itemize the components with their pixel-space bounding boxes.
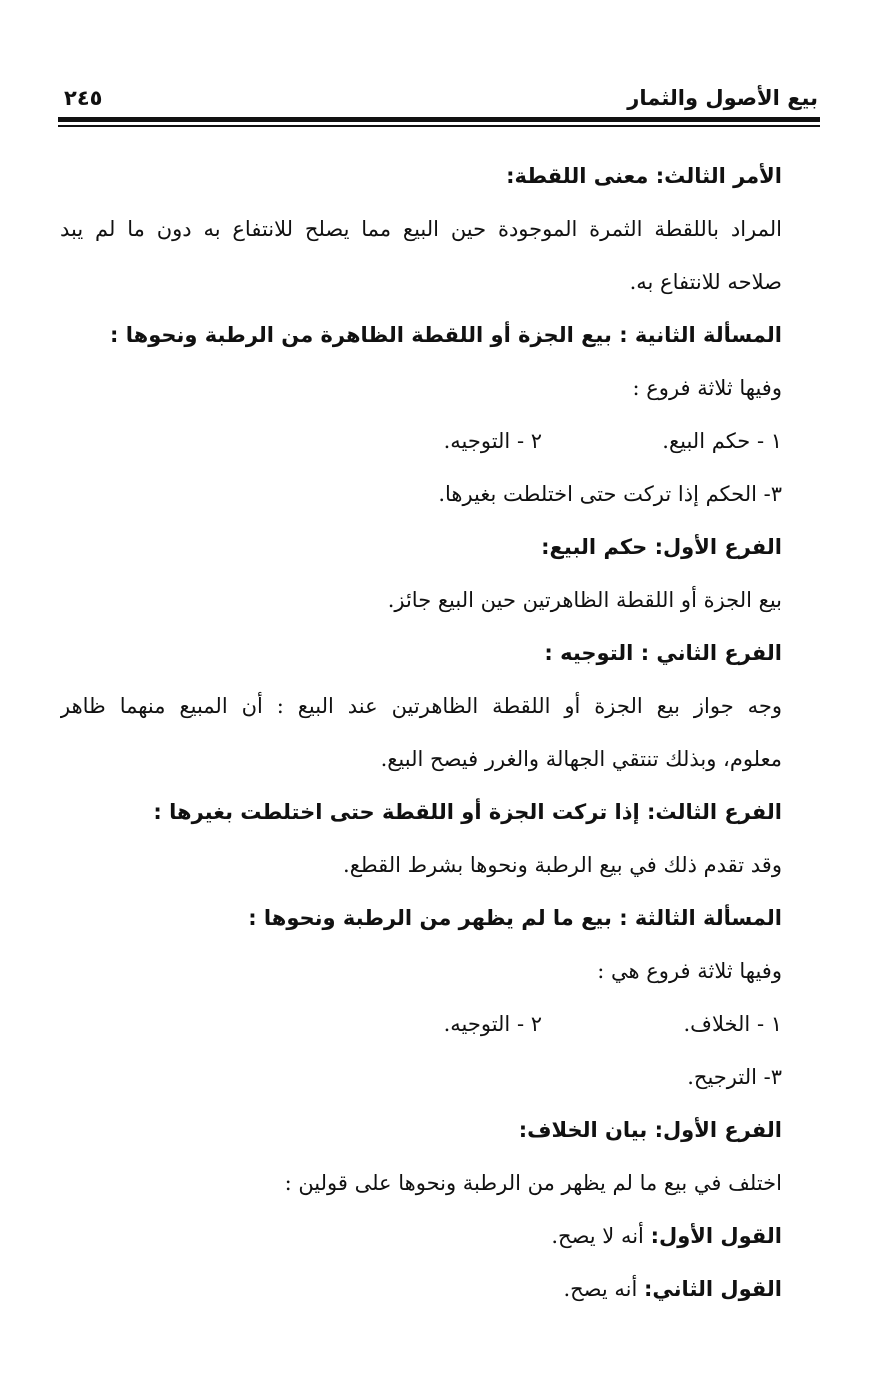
heading-third-branch: الفرع الثالث: إذا تركت الجزة أو اللقطة حتى اختلطت بغيرها : [153, 800, 782, 824]
list-item: ٣- الترجيح. [687, 1065, 782, 1089]
paragraph-line: وفيها ثلاثة فروع هي : [597, 959, 782, 983]
paragraph-line: معلوم، وبذلك تنتقي الجهالة والغرر فيصح البيع. [380, 747, 782, 771]
list-item: ٣- الحكم إذا تركت حتى اختلطت بغيرها. [438, 482, 782, 506]
paragraph-line: وجه جواز بيع الجزة أو اللقطة الظاهرتين عند البيع : أن المبيع منهما ظاهر [60, 694, 782, 718]
list-item: ١ - حكم البيع. [662, 429, 782, 453]
page-number: ٢٤٥ [64, 86, 103, 110]
heading-second-issue: المسألة الثانية : بيع الجزة أو اللقطة الظاهرة من الرطبة ونحوها : [110, 323, 782, 347]
paragraph-line: وقد تقدم ذلك في بيع الرطبة ونحوها بشرط القطع. [343, 853, 782, 877]
opinion-label: القول الأول: [650, 1224, 782, 1248]
list-row [60, 998, 782, 1051]
running-header [58, 82, 818, 114]
paragraph-line: وفيها ثلاثة فروع : [632, 376, 782, 400]
heading-first-branch-dispute: الفرع الأول: بيان الخلاف: [518, 1118, 782, 1142]
heading-third-issue: المسألة الثالثة : بيع ما لم يظهر من الرطبة ونحوها : [248, 906, 782, 930]
opinion-label: القول الثاني: [644, 1277, 782, 1301]
paragraph-line: بيع الجزة أو اللقطة الظاهرتين حين البيع جائز. [387, 588, 782, 612]
paragraph-line: المراد باللقطة الثمرة الموجودة حين البيع مما يصلح للانتفاع به دون ما لم يبد [60, 217, 782, 241]
page-body [60, 150, 782, 1316]
opinion-text: أنه لا يصح. [551, 1224, 644, 1248]
list-item: ٢ - التوجيه. [443, 429, 542, 453]
heading-first-branch: الفرع الأول: حكم البيع: [541, 535, 782, 559]
opinion-line [60, 1263, 782, 1316]
heading-second-branch: الفرع الثاني : التوجيه : [544, 641, 782, 665]
opinion-text: أنه يصح. [563, 1277, 638, 1301]
heading-third-matter: الأمر الثالث: معنى اللقطة: [506, 164, 782, 188]
header-rule-thick [58, 117, 820, 122]
paragraph-line: اختلف في بيع ما لم يظهر من الرطبة ونحوها على قولين : [284, 1171, 782, 1195]
list-row [60, 415, 782, 468]
header-title: بيع الأصول والثمار [627, 86, 818, 110]
list-item: ٢ - التوجيه. [443, 1012, 542, 1036]
list-item: ١ - الخلاف. [683, 1012, 782, 1036]
opinion-line [60, 1210, 782, 1263]
header-rule-thin [58, 125, 820, 127]
paragraph-line: صلاحه للانتفاع به. [629, 270, 782, 294]
